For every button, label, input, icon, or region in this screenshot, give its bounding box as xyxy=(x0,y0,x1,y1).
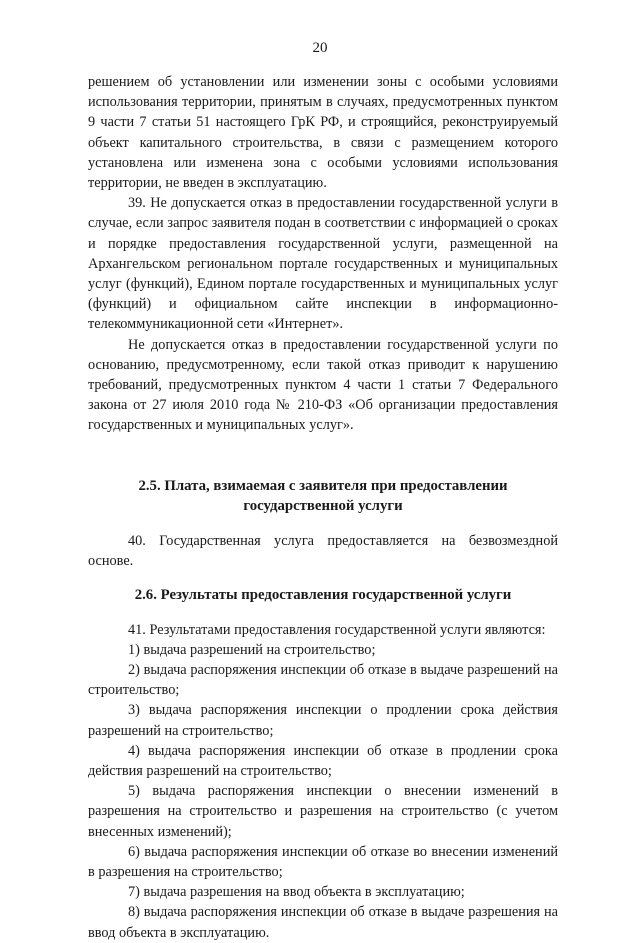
list-item-2: 2) выдача распоряжения инспекции об отказе в выдаче разрешений на строительство; xyxy=(88,661,558,699)
list-item-7: 7) выдача разрешения на ввод объекта в эксплуатацию; xyxy=(128,884,465,901)
paragraph-continuation: решением об установлении или изменении зоны с особыми условиями использования территории, принятым в случаях, предусмотренных пунктом 9 части 7 статьи 51 настоящего ГрК РФ, и строящийся, реконструируемый объект капитального строительства, в связи с размещением которого установлена или изменена зона с особыми условиями использования территории, не введен в эксплуатацию. xyxy=(88,74,558,192)
list-item-4: 4) выдача распоряжения инспекции об отказе в продлении срока действия разрешений на строительство; xyxy=(88,742,558,779)
section-2-6-heading: 2.6. Результаты предоставления государственной услуги xyxy=(134,587,512,604)
section-2-5-heading-line1: 2.5. Плата, взимаемая с заявителя при предоставлении xyxy=(138,477,508,494)
list-item-3: 3) выдача распоряжения инспекции о продлении срока действия разрешений на строительство; xyxy=(88,702,558,739)
document-body xyxy=(88,72,558,943)
list-item-6: 6) выдача распоряжения инспекции об отказе во внесении изменений в разрешения на строительство; xyxy=(88,843,558,880)
paragraph-39-second: Не допускается отказ в предоставлении государственной услуги по основанию, предусмотренному, если такой отказ приводит к нарушению требований, предусмотренных пунктом 4 части 1 статьи 7 Федерального закона от 27 июля 2010 года № 210-ФЗ «Об организации предоставления государственных и муниципальных услуг». xyxy=(88,336,558,434)
list-item-5: 5) выдача распоряжения инспекции о внесении изменений в разрешения на строительство и разрешения на строительство (с учетом внесенных изменений); xyxy=(88,783,558,840)
section-2-5-heading-line2: государственной услуги xyxy=(243,498,403,515)
page-number: 20 xyxy=(312,40,328,56)
list-item-8: 8) выдача распоряжения инспекции об отказе в выдаче разрешения на ввод объекта в эксплуатацию. xyxy=(88,904,558,941)
paragraph-41-intro: 41. Результатами предоставления государственной услуги являются: xyxy=(128,621,546,638)
list-item-1: 1) выдача разрешений на строительство; xyxy=(128,641,376,658)
paragraph-39: 39. Не допускается отказ в предоставлении государственной услуги в случае, если запрос заявителя подан в соответствии с информацией о сроках и порядке предоставления государственной услуги, размещенной на Архангельском региональном портале государственных и муниципальных услуг (функций), Едином портале государственных и муниципальных услуг (функций) и официальном сайте инспекции в информационно-телекоммуникационной сети «Интернет». xyxy=(88,195,558,333)
paragraph-40: 40. Государственная услуга предоставляется на безвозмездной основе. xyxy=(88,532,558,569)
